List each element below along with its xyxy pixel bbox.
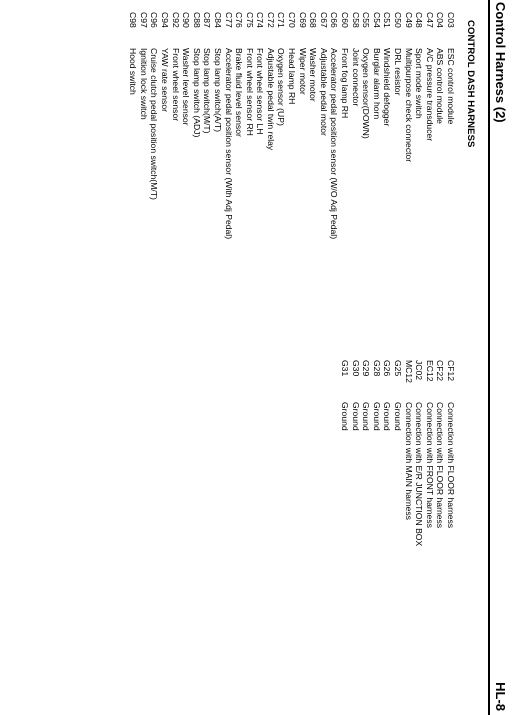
- connector-description: Sport mode switch: [414, 48, 425, 119]
- connector-code: C71: [276, 12, 287, 28]
- component-row: [350, 12, 361, 302]
- connector-code: EC12: [424, 360, 435, 382]
- connector-description: Stop lamp switch(A/T): [212, 48, 223, 133]
- connector-description: ESC control module: [446, 48, 456, 125]
- connector-code: MC12: [403, 360, 414, 383]
- component-row: [308, 12, 319, 302]
- connector-code: G25: [393, 360, 404, 377]
- connector-description: Front wheel sensor: [170, 48, 181, 122]
- component-row: [424, 12, 435, 302]
- connector-code: C72: [265, 12, 276, 28]
- connection-row: [435, 360, 446, 580]
- connector-description: Joint connector: [350, 48, 361, 107]
- connector-code: C60: [340, 12, 351, 28]
- connector-description: Adjustable pedal twin relay: [265, 48, 276, 151]
- connector-code: C76: [234, 12, 245, 28]
- connection-row: [361, 360, 372, 580]
- connector-code: C92: [170, 12, 181, 28]
- page-title: Control Harness (2): [493, 2, 508, 123]
- connection-row: [403, 360, 414, 580]
- connector-description: Connection with E/R JUNCTION BOX: [414, 402, 425, 547]
- component-row: [128, 12, 139, 302]
- connector-code: C49: [403, 12, 414, 28]
- connector-code: C74: [255, 12, 266, 28]
- component-row: [318, 12, 329, 302]
- component-row: [371, 12, 382, 302]
- connector-description: Stop lamp switch (ADJ): [191, 48, 202, 138]
- component-row: [181, 12, 192, 302]
- connector-code: C70: [287, 12, 298, 28]
- connector-description: Windshield defogger: [382, 48, 393, 127]
- connector-code: C96: [149, 12, 160, 28]
- component-row: [276, 12, 287, 302]
- component-row: [414, 12, 425, 302]
- connector-code: CF22: [435, 360, 446, 382]
- connector-code: C58: [350, 12, 361, 28]
- connector-code: C88: [191, 12, 202, 28]
- connector-description: Ground: [361, 402, 372, 431]
- connector-code: C69: [297, 12, 308, 28]
- connection-row: [382, 360, 393, 580]
- connector-code: C55: [361, 12, 372, 28]
- connector-description: Ground: [340, 402, 351, 431]
- connector-code: C67: [318, 12, 329, 28]
- connector-description: Ground: [393, 402, 404, 431]
- connection-list: [339, 360, 456, 580]
- connector-description: Hood switch: [128, 48, 139, 95]
- connector-description: Wiper motor: [297, 48, 308, 95]
- connector-code: C47: [424, 12, 435, 28]
- section-title: CONTROL DASH HARNESS: [465, 20, 476, 148]
- component-row: [329, 12, 340, 302]
- connector-description: Stop lamp switch(M/T): [202, 48, 213, 134]
- connector-description: Connection with FRONT harness: [424, 402, 435, 528]
- connector-description: Head lamp RH: [287, 48, 298, 105]
- connector-code: G29: [361, 360, 372, 377]
- connector-code: C04: [435, 12, 446, 28]
- connection-row: [414, 360, 425, 580]
- component-row: [361, 12, 372, 302]
- connector-description: Burglar alarm horn: [371, 48, 382, 120]
- connector-description: Washer motor: [308, 48, 319, 102]
- connector-description: Brake fluid level sensor: [234, 48, 245, 137]
- connector-code: C66: [329, 12, 340, 28]
- connection-row: [445, 360, 456, 580]
- connector-code: C94: [159, 12, 170, 28]
- connector-code: C48: [414, 12, 425, 28]
- connector-description: Ground: [371, 402, 382, 431]
- connector-description: Cruise clutch pedal position switch(M/T): [149, 48, 160, 200]
- connection-row: [392, 360, 403, 580]
- connector-description: Washer level sensor: [181, 48, 192, 126]
- connector-code: C75: [244, 12, 255, 28]
- component-row: [382, 12, 393, 302]
- connector-code: C90: [181, 12, 192, 28]
- component-row: [339, 12, 350, 302]
- component-row: [287, 12, 298, 302]
- connector-code: G26: [382, 360, 393, 377]
- component-row: [170, 12, 181, 302]
- component-row: [403, 12, 414, 302]
- component-row: [234, 12, 245, 302]
- connector-code: C77: [223, 12, 234, 28]
- connector-code: C68: [308, 12, 319, 28]
- component-row: [244, 12, 255, 302]
- connector-description: Front wheel sensor LH: [255, 48, 266, 135]
- connector-description: Ground: [382, 402, 393, 431]
- connector-description: Connection with FLOOR harness: [435, 402, 446, 529]
- connector-code: G28: [371, 360, 382, 377]
- connector-code: C97: [138, 12, 149, 28]
- component-row: [265, 12, 276, 302]
- connector-code: G31: [340, 360, 351, 377]
- component-row: [191, 12, 202, 302]
- connector-description: Ground: [350, 402, 361, 431]
- header-divider: [488, 0, 490, 715]
- connector-code: C87: [202, 12, 213, 28]
- connector-description: Front wheel sensor RH: [244, 48, 255, 136]
- component-row: [392, 12, 403, 302]
- connector-description: Connection with FLOOR harness: [446, 402, 456, 529]
- connector-description: Front fog lamp RH: [340, 48, 351, 119]
- connector-description: DRL resistor: [393, 48, 404, 96]
- component-row: [202, 12, 213, 302]
- connector-description: Connection with MAIN harness: [403, 402, 414, 520]
- connector-description: Oxygen sensor(DOWN): [361, 48, 372, 139]
- connection-row: [371, 360, 382, 580]
- connector-code: C51: [382, 12, 393, 28]
- connector-description: Accelerator pedal position sensor (W/O Adj Pedal): [329, 48, 340, 240]
- connector-code: C54: [371, 12, 382, 28]
- component-row: [255, 12, 266, 302]
- connector-code: CF12: [446, 360, 456, 382]
- component-list: [128, 12, 456, 302]
- connector-description: Ignition lock switch: [138, 48, 149, 120]
- component-row: [212, 12, 223, 302]
- connection-row: [424, 360, 435, 580]
- component-row: [138, 12, 149, 302]
- component-row: [149, 12, 160, 302]
- connector-code: JC02: [414, 360, 425, 381]
- connector-code: C84: [212, 12, 223, 28]
- connector-description: A/C pressure transducer: [424, 48, 435, 142]
- connector-description: Multipurpose check connector: [403, 48, 414, 163]
- connection-row: [339, 360, 350, 580]
- component-row: [435, 12, 446, 302]
- connector-description: Adjustable pedal motor: [318, 48, 329, 136]
- connector-code: G30: [350, 360, 361, 377]
- connector-code: C98: [128, 12, 139, 28]
- component-row: [159, 12, 170, 302]
- connector-description: YAW rate sensor: [159, 48, 170, 112]
- connector-code: C50: [393, 12, 404, 28]
- page-code: HL-8: [493, 682, 508, 711]
- connector-description: Accelerator pedal position sensor (With Adj Pedal): [223, 48, 234, 240]
- connector-description: Oxygen sensor (UP): [276, 48, 287, 126]
- connection-row: [350, 360, 361, 580]
- component-row: [223, 12, 234, 302]
- connector-description: ABS control module: [435, 48, 446, 124]
- component-row: [297, 12, 308, 302]
- component-row: [445, 12, 456, 302]
- connector-code: C03: [446, 12, 456, 28]
